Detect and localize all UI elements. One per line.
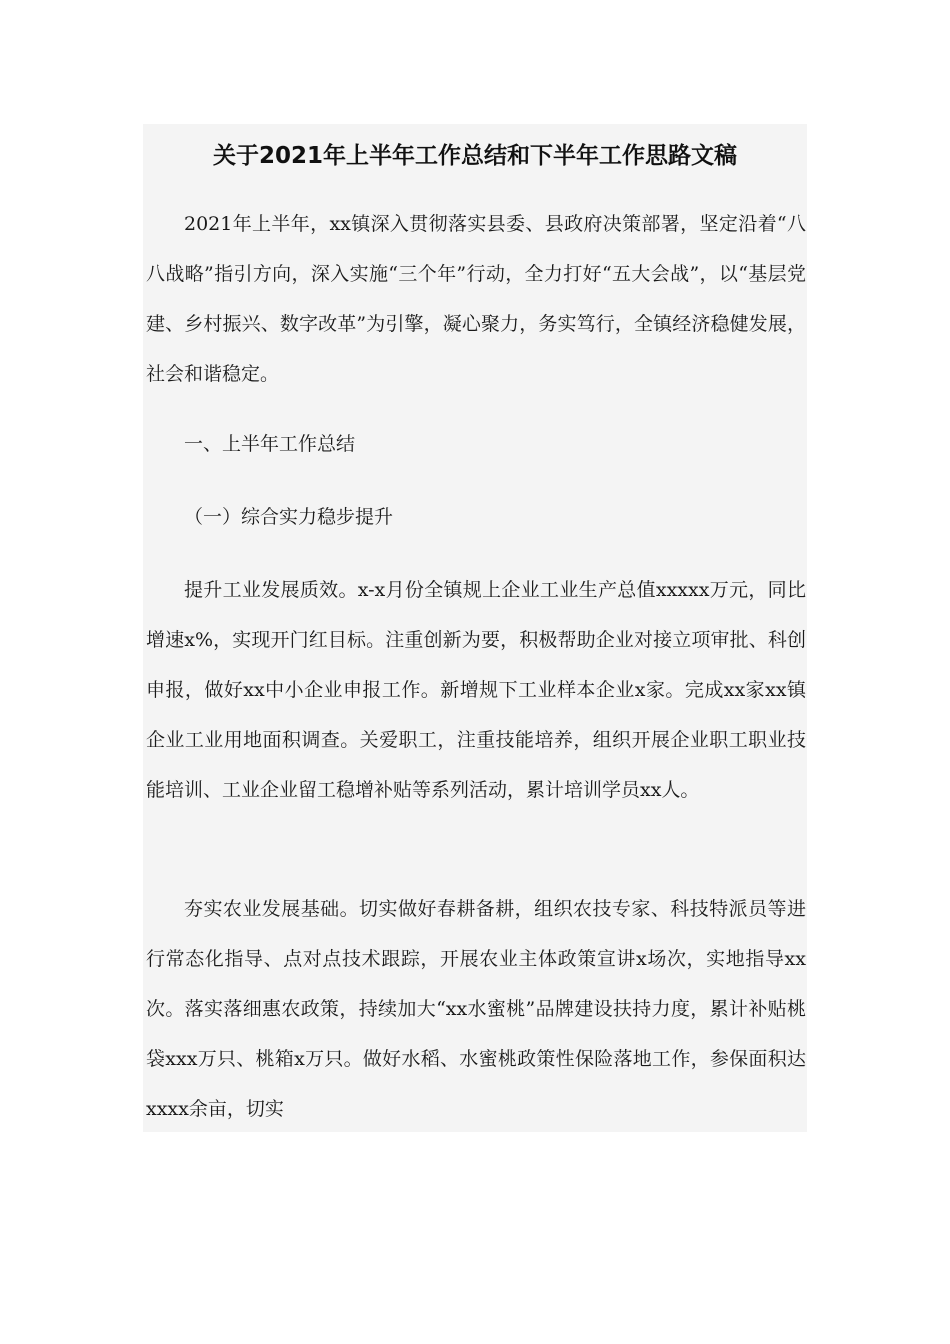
industry-paragraph: 提升工业发展质效。x-x月份全镇规上企业工业生产总值xxxxx万元，同比增速x%，实现开门红目标。注重创新为要，积极帮助企业对接立项审批、科创申报，做好xx中小企业申报工作。新增规下工业样本企业x家。完成xx家xx镇企业工业用地面积调查。关爱职工，注重技能培养，组织开展企业职工职业技能培训、工业企业留工稳增补贴等系列活动，累计培训学员xx人。	[146, 579, 806, 801]
agriculture-paragraph: 夯实农业发展基础。切实做好春耕备耕，组织农技专家、科技特派员等进行常态化指导、点对点技术跟踪，开展农业主体政策宣讲x场次，实地指导xx次。落实落细惠农政策，持续加大“xx水蜜桃”品牌建设扶持力度，累计补贴桃袋xxx万只、桃箱x万只。做好水稻、水蜜桃政策性保险落地工作，参保面积达xxxx余亩，切实	[146, 898, 806, 1120]
subsection-heading: （一）综合实力稳步提升	[184, 506, 394, 528]
section-heading: 一、上半年工作总结	[184, 433, 356, 455]
intro-paragraph: 2021年上半年，xx镇深入贯彻落实县委、县政府决策部署，坚定沿着“八八战略”指引方向，深入实施“三个年”行动，全力打好“五大会战”，以“基层党建、乡村振兴、数字改革”为引擎，凝心聚力，务实笃行，全镇经济稳健发展，社会和谐稳定。	[146, 213, 806, 385]
document-title: 关于2021年上半年工作总结和下半年工作思路文稿	[212, 143, 737, 169]
